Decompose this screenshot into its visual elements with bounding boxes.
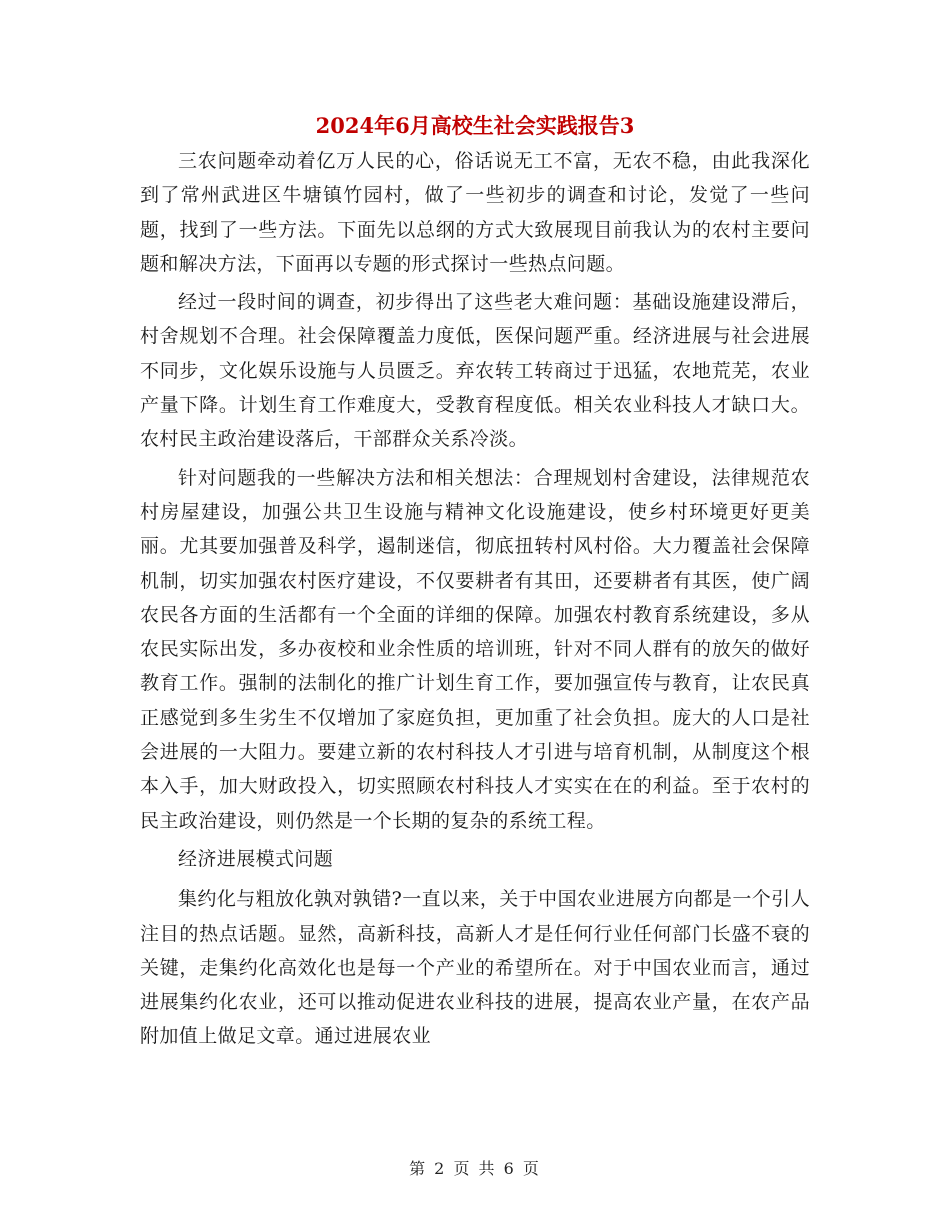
paragraph-development: 集约化与粗放化孰对孰错?一直以来，关于中国农业进展方向都是一个引人注目的热点话题。显然，高新科技，高新人才是任何行业任何部门长盛不衰的关键，走集约化高效化也是每一个产业的希望所在。对于中国农业而言，通过进展集约化农业，还可以推动促进农业科技的进展，提高农业产量，在农产品附加值上做足文章。通过进展农业 [140,888,810,1048]
paragraph-problems: 经过一段时间的调查，初步得出了这些老大难问题：基础设施建设滞后，村舍规划不合理。社会保障覆盖力度低，医保问题严重。经济进展与社会进展不同步，文化娱乐设施与人员匮乏。弃农转工转商过于迅猛，农地荒芜，农业产量下降。计划生育工作难度大，受教育程度低。相关农业科技人才缺口大。农村民主政治建设落后，干部群众关系冷淡。 [140,291,810,451]
document-body [140,144,810,1058]
paragraph-intro: 三农问题牵动着亿万人民的心，俗话说无工不富，无农不稳，由此我深化到了常州武进区牛塘镇竹园村，做了一些初步的调查和讨论，发觉了一些问题，找到了一些方法。下面先以总纲的方式大致展现目前我认为的农村主要问题和解决方法，下面再以专题的形式探讨一些热点问题。 [140,150,810,275]
document-title: 2024年6月高校生社会实践报告3 [315,113,635,138]
paragraph-solutions: 针对问题我的一些解决方法和相关想法：合理规划村舍建设，法律规范农村房屋建设，加强公共卫生设施与精神文化设施建设，使乡村环境更好更美丽。尤其要加强普及科学，遏制迷信，彻底扭转村风村俗。大力覆盖社会保障机制，切实加强农村医疗建设，不仅要耕者有其田，还要耕者有其医，使广阔农民各方面的生活都有一个全面的详细的保障。加强农村教育系统建设，多从农民实际出发，多办夜校和业余性质的培训班，针对不同人群有的放矢的做好教育工作。强制的法制化的推广计划生育工作，要加强宣传与教育，让农民真正感觉到多生劣生不仅增加了家庭负担，更加重了社会负担。庞大的人口是社会进展的一大阻力。要建立新的农村科技人才引进与培育机制，从制度这个根本入手，加大财政投入，切实照顾农村科技人才实实在在的利益。至于农村的民主政治建设，则仍然是一个长期的复杂的系统工程。 [140,466,810,832]
page-number-footer: 第 2 页 共 6 页 [409,1159,541,1178]
section-heading: 经济进展模式问题 [178,847,334,870]
